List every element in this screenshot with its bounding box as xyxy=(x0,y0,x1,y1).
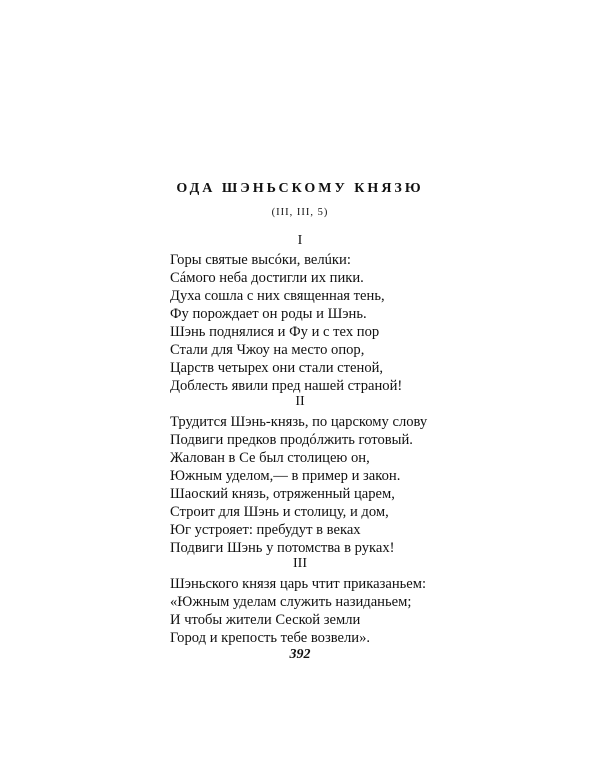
verse-line: Шэньского князя царь чтит приказаньем: xyxy=(170,576,427,592)
verse-line: Строит для Шэнь и столицу, и дом, xyxy=(170,504,389,520)
verse-line: Трудится Шэнь-князь, по царскому слову xyxy=(170,414,428,430)
verse-line: Жалован в Се был столицею он, xyxy=(170,450,370,466)
verse-line: Подвиги Шэнь у потомства в руках! xyxy=(170,540,395,556)
verse-line: Юг устрояет: пребудут в веках xyxy=(170,522,361,538)
verse-line: Духа сошла с них священная тень, xyxy=(170,288,385,304)
verse-line: Стали для Чжоу на место опор, xyxy=(170,342,365,358)
verse-line: Царств четырех они стали стеной, xyxy=(170,360,384,376)
page-number: 392 xyxy=(289,647,311,662)
section-number-3: III xyxy=(293,556,307,571)
section-number-1: I xyxy=(297,233,303,248)
verse-line: «Южным уделам служить назиданьем; xyxy=(170,594,412,610)
verse-line: Подвиги предков продóлжить готовый. xyxy=(170,432,413,448)
verse-line: Шэнь поднялися и Фу и с тех пор xyxy=(170,324,380,340)
verse-line: Доблесть явили пред нашей страной! xyxy=(170,378,403,394)
verse-line: Фу порождает он роды и Шэнь. xyxy=(170,306,367,322)
section-number-2: II xyxy=(295,394,305,409)
verse-line: Город и крепость тебе возвели». xyxy=(170,630,371,646)
verse-line: Шаоский князь, отряженный царем, xyxy=(170,486,395,502)
verse-line: Южным уделом,— в пример и закон. xyxy=(170,468,401,484)
verse-line: Горы святые высóки, велúки: xyxy=(170,252,351,268)
poem-reference: (III, III, 5) xyxy=(271,207,329,218)
verse-line: Сáмого неба достигли их пики. xyxy=(170,270,364,286)
verse-line: И чтобы жители Сеской земли xyxy=(170,612,361,628)
poem-title: ОДА ШЭНЬСКОМУ КНЯЗЮ xyxy=(176,181,424,196)
